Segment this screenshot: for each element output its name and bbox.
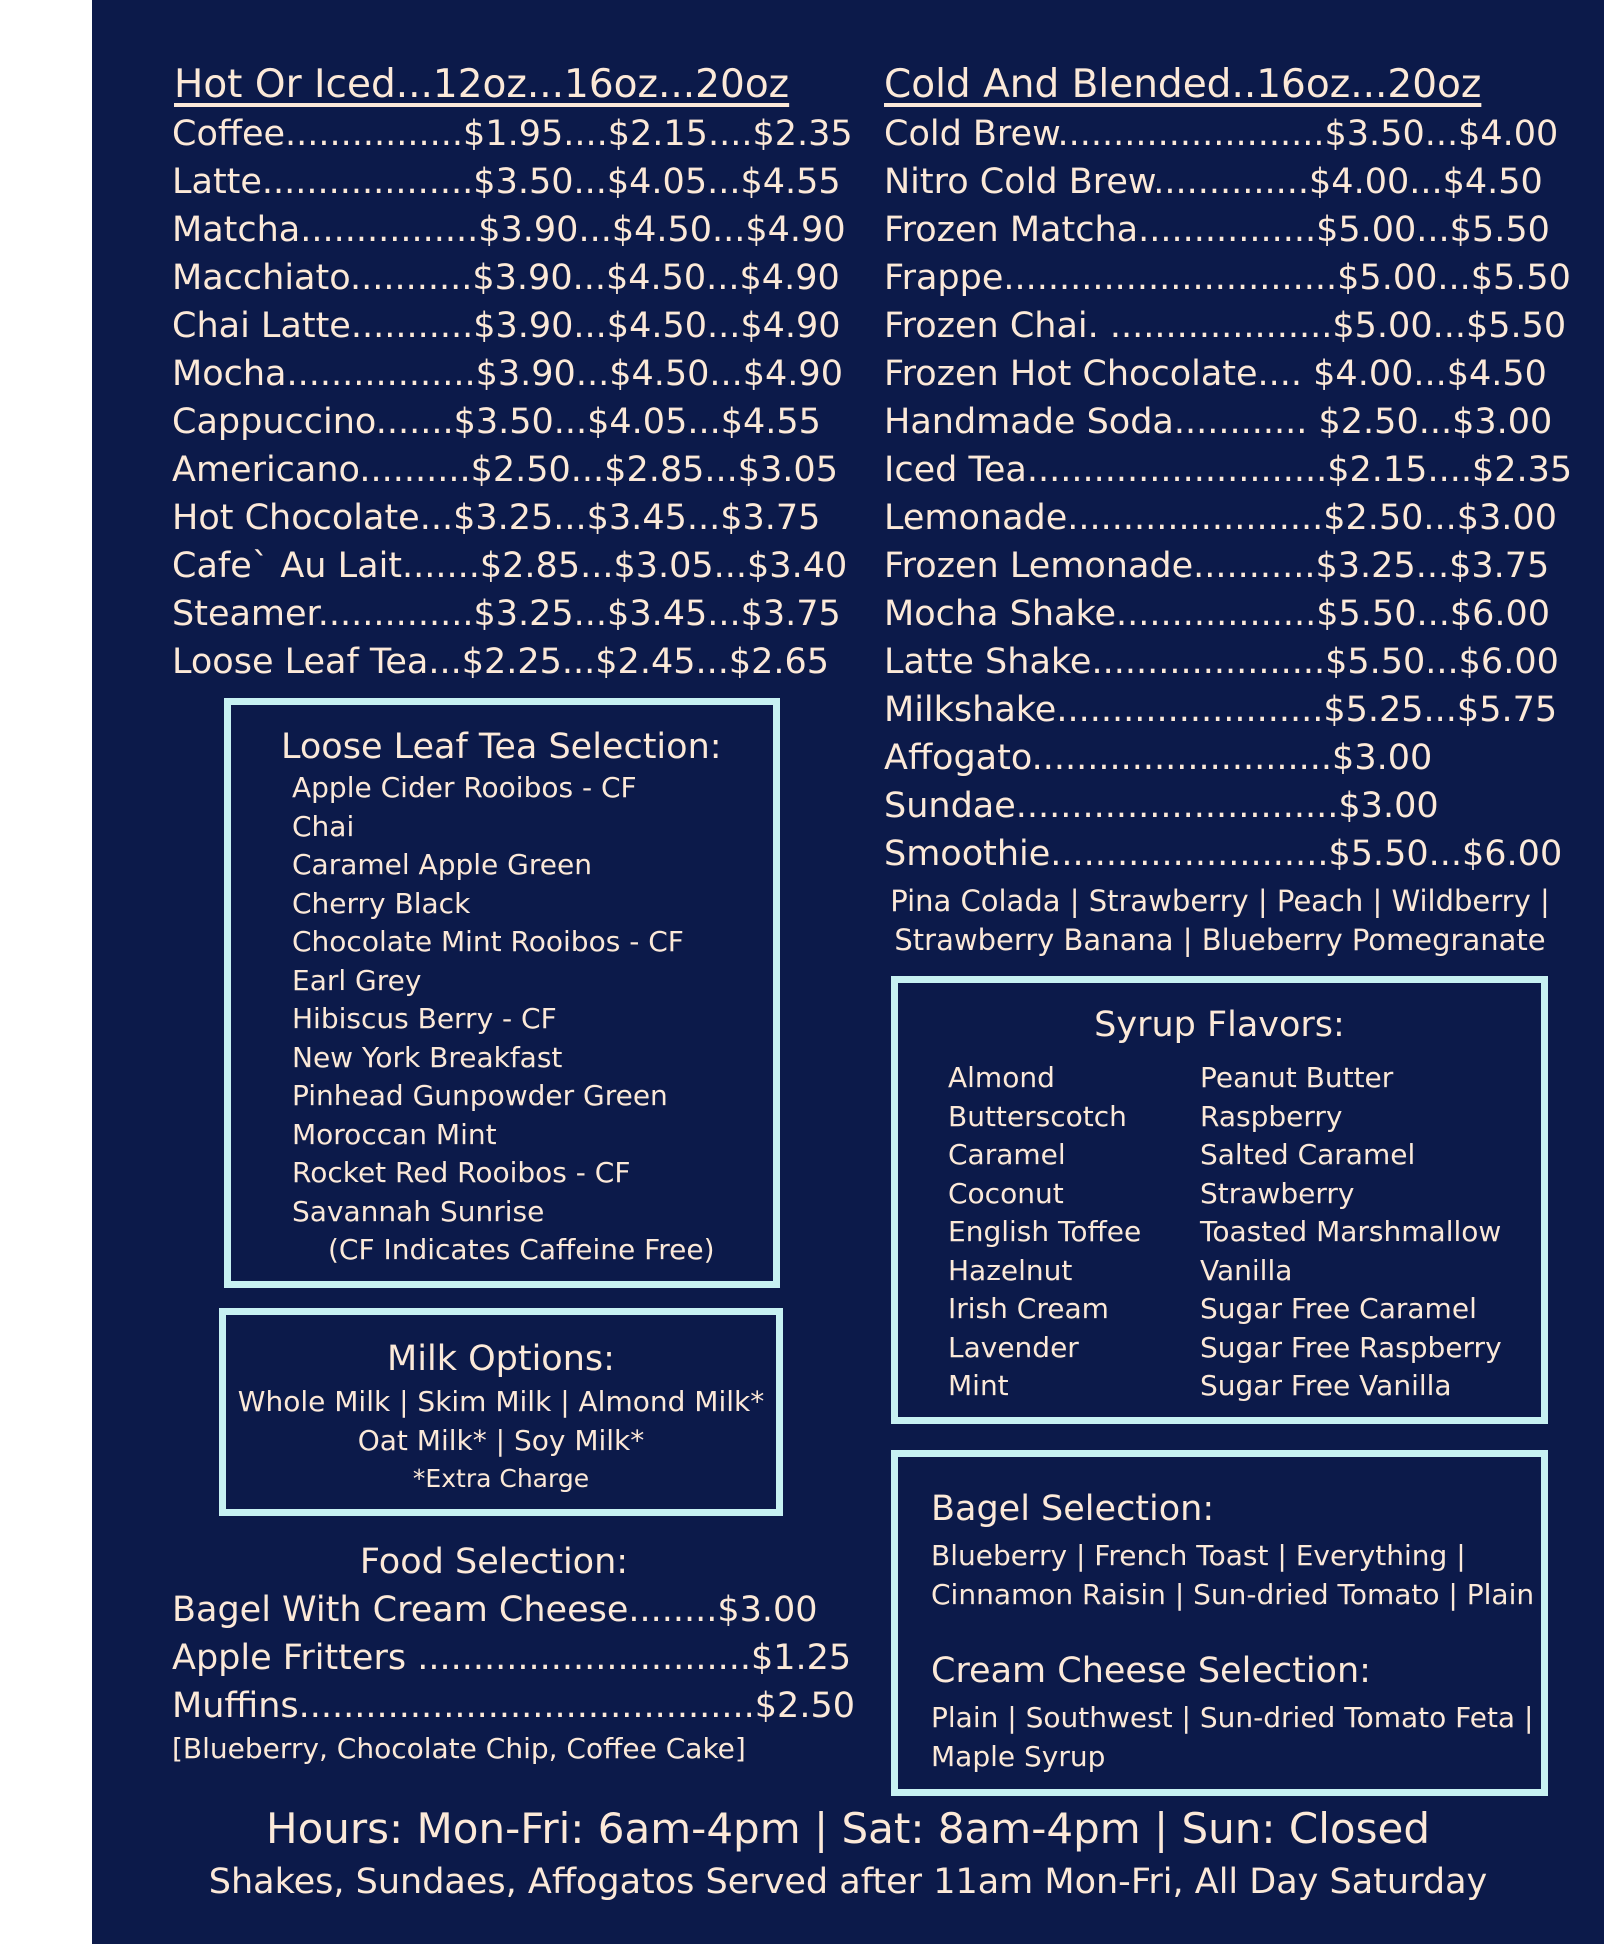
menu-item: Sundae.............................$3.00 (884, 786, 1439, 826)
menu-item: Steamer..............$3.25...$3.45...$3.75 (172, 594, 841, 634)
menu-item: Mocha Shake..................$5.50...$6.00 (884, 594, 1551, 634)
bagel-selection-title: Bagel Selection: (931, 1489, 1215, 1529)
menu-item: Nitro Cold Brew..............$4.00...$4.50 (884, 162, 1543, 202)
list-item: Earl Grey (292, 963, 422, 997)
tea-selection-title: Loose Leaf Tea Selection: (281, 727, 722, 767)
list-item: English Toffee (948, 1215, 1142, 1248)
smoothie-flavors-line: Strawberry Banana | Blueberry Pomegranate (894, 922, 1546, 957)
list-item: Rocket Red Rooibos - CF (292, 1156, 631, 1189)
smoothie-flavors (880, 882, 1560, 959)
bagel-line: Blueberry | French Toast | Everything | (931, 1539, 1466, 1572)
cold-blended-list (884, 110, 1572, 878)
menu-item: Lemonade.......................$2.50...$3.00 (884, 498, 1557, 538)
milk-options-box (219, 1308, 783, 1516)
list-item: Sugar Free Vanilla (1200, 1369, 1452, 1402)
hot-iced-list (172, 110, 853, 686)
menu-item: Latte...................$3.50...$4.05...$4.55 (172, 162, 841, 202)
service-note: Shakes, Sundaes, Affogatos Served after 11am Mon-Fri, All Day Saturday (208, 1862, 1488, 1902)
bagel-line: Cinnamon Raisin | Sun-dried Tomato | Plain (931, 1577, 1535, 1611)
menu-item: Latte Shake.....................$5.50...$6.00 (884, 642, 1559, 682)
menu-item: Muffins.........................................$2.50 (172, 1686, 855, 1726)
list-item: Caramel (948, 1138, 1066, 1171)
milk-options-list (226, 1383, 776, 1499)
milk-line: Whole Milk | Skim Milk | Almond Milk* (237, 1385, 765, 1418)
menu-item: Macchiato...........$3.90...$4.50...$4.90 (172, 258, 840, 298)
menu-item: Frozen Chai. ....................$5.00...$5.50 (884, 306, 1567, 346)
list-item: Cherry Black (292, 886, 471, 920)
menu-item: Chai Latte...........$3.90...$4.50...$4.90 (172, 306, 841, 346)
list-item: Savannah Sunrise (292, 1194, 545, 1228)
menu-item: Milkshake........................$5.25...$5.75 (884, 690, 1558, 730)
list-item: Vanilla (1200, 1253, 1293, 1287)
menu-item: Bagel With Cream Cheese........$3.00 (172, 1590, 818, 1630)
food-list (172, 1586, 855, 1769)
list-item: Chocolate Mint Rooibos - CF (292, 925, 684, 958)
cream-cheese-selection-title: Cream Cheese Selection: (931, 1651, 1371, 1691)
cold-blended-header: Cold And Blended..16oz...20oz (884, 62, 1482, 107)
list-item: Strawberry (1200, 1176, 1355, 1210)
list-item: Moroccan Mint (292, 1117, 497, 1151)
list-item: Coconut (948, 1176, 1064, 1210)
menu-item: Apple Fritters ..............................$1.25 (172, 1638, 852, 1678)
cream-cheese-list (931, 1699, 1533, 1776)
menu-item: Smoothie.........................$5.50...$6.00 (884, 834, 1563, 874)
list-item: Hazelnut (948, 1253, 1073, 1287)
list-item: Apple Cider Rooibos - CF (292, 771, 637, 804)
syrup-flavors-box (891, 976, 1548, 1424)
muffin-flavors: [Blueberry, Chocolate Chip, Coffee Cake] (172, 1732, 746, 1765)
caffeine-free-note: (CF Indicates Caffeine Free) (328, 1233, 715, 1266)
list-item: New York Breakfast (292, 1040, 563, 1074)
tea-list (292, 769, 715, 1270)
list-item: Sugar Free Raspberry (1200, 1330, 1502, 1364)
menu-item: Coffee................$1.95....$2.15....$2.35 (172, 114, 853, 154)
list-item: Pinhead Gunpowder Green (292, 1079, 668, 1112)
menu-item: Mocha.................$3.90...$4.50...$4.90 (172, 354, 843, 394)
menu-item: Frozen Matcha................$5.00...$5.50 (884, 210, 1550, 250)
cream-cheese-line: Plain | Southwest | Sun-dried Tomato Feta | (931, 1701, 1534, 1734)
menu-item: Cold Brew........................$3.50...$4.00 (884, 114, 1559, 154)
list-item: Toasted Marshmallow (1200, 1215, 1502, 1248)
menu-item: Hot Chocolate...$3.25...$3.45...$3.75 (172, 498, 821, 538)
hours: Hours: Mon-Fri: 6am-4pm | Sat: 8am-4pm | Sun: Closed (266, 1804, 1430, 1853)
menu-item: Cafe` Au Lait.......$2.85...$3.05...$3.40 (172, 546, 848, 586)
list-item: Irish Cream (948, 1292, 1109, 1325)
menu-item: Affogato...........................$3.00 (884, 738, 1433, 778)
menu-item: Matcha................$3.90...$4.50...$4.90 (172, 210, 846, 250)
list-item: Caramel Apple Green (292, 848, 592, 881)
list-item: Lavender (948, 1330, 1079, 1364)
menu-item: Handmade Soda............ $2.50...$3.00 (884, 402, 1553, 442)
bagel-list (931, 1537, 1534, 1614)
list-item: Salted Caramel (1200, 1138, 1416, 1171)
syrup-list-col2 (1200, 1059, 1502, 1406)
list-item: Peanut Butter (1200, 1061, 1394, 1094)
list-item: Chai (292, 809, 355, 843)
syrup-flavors-title: Syrup Flavors: (1094, 1005, 1345, 1045)
list-item: Mint (948, 1369, 1009, 1402)
list-item: Hibiscus Berry - CF (292, 1002, 557, 1035)
menu-item: Loose Leaf Tea...$2.25...$2.45...$2.65 (172, 642, 830, 682)
tea-selection-box (224, 698, 780, 1288)
menu-item: Frappe..............................$5.00...$5.50 (884, 258, 1571, 298)
smoothie-flavors-line: Pina Colada | Strawberry | Peach | Wildberry | (890, 884, 1550, 918)
list-item: Raspberry (1200, 1099, 1343, 1133)
food-selection-title: Food Selection: (359, 1542, 629, 1582)
syrup-list-col1 (948, 1059, 1141, 1406)
menu-item: Frozen Lemonade...........$3.25...$3.75 (884, 546, 1550, 586)
milk-options-title: Milk Options: (387, 1339, 615, 1379)
bagel-selection-box (891, 1450, 1548, 1796)
list-item: Butterscotch (948, 1099, 1127, 1133)
menu-item: Frozen Hot Chocolate.... $4.00...$4.50 (884, 354, 1547, 394)
list-item: Almond (948, 1061, 1055, 1094)
cream-cheese-line: Maple Syrup (931, 1739, 1106, 1773)
hot-iced-header: Hot Or Iced...12oz...16oz...20oz (174, 62, 790, 107)
menu-item: Cappuccino.......$3.50...$4.05...$4.55 (172, 402, 821, 442)
menu-item: Iced Tea...........................$2.15....$2.35 (884, 450, 1573, 490)
list-item: Sugar Free Caramel (1200, 1292, 1477, 1325)
milk-line: Oat Milk* | Soy Milk* (357, 1423, 645, 1457)
menu-item: Americano..........$2.50...$2.85...$3.05 (172, 450, 838, 490)
extra-charge-note: *Extra Charge (412, 1464, 590, 1493)
